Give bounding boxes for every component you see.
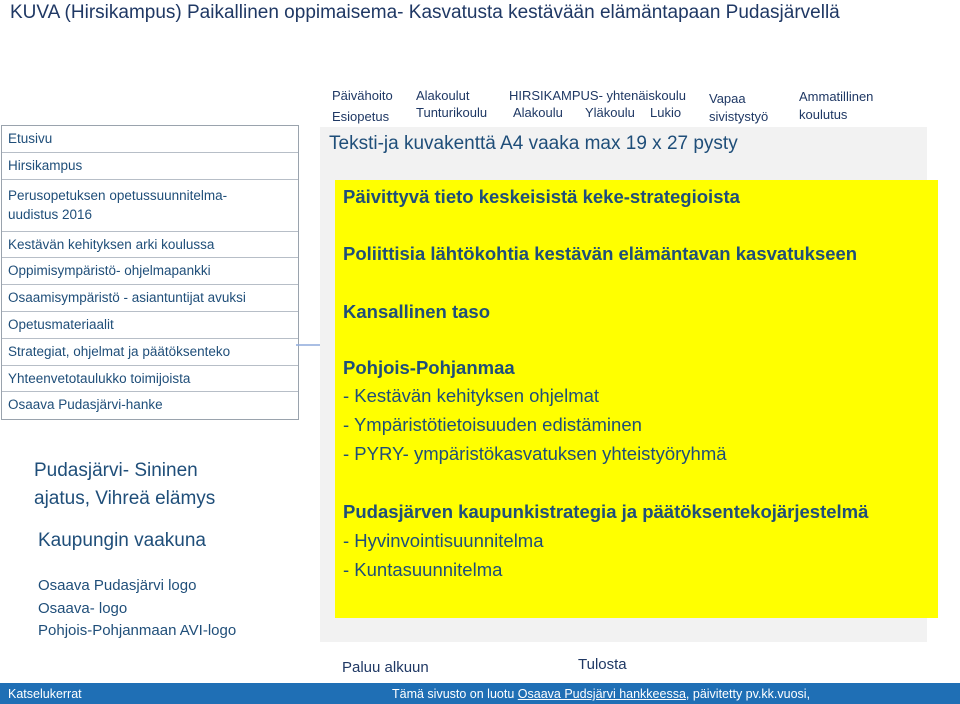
- content-line: Pudasjärven kaupunkistrategia ja päätöksentekojärjestelmä: [343, 501, 869, 522]
- project-link[interactable]: Osaava Pudsjärvi hankkeessa: [517, 687, 686, 701]
- nav-vapaa[interactable]: Vapaa: [709, 91, 746, 106]
- content-line: Poliittisia lähtökohtia kestävän elämäntavan kasvatukseen: [343, 243, 858, 264]
- coat-of-arms-placeholder: Kaupungin vaakuna: [38, 530, 206, 551]
- content-line: - Ympäristötietoisuuden edistäminen: [343, 414, 642, 435]
- sidebar-item-label: Perusopetuksen opetussuunnitelma-: [8, 187, 228, 203]
- nav-ammatillinen[interactable]: Ammatillinen: [799, 89, 874, 104]
- strategy-info-box: [335, 180, 938, 618]
- content-line: Päivittyvä tieto keskeisistä keke-strategioista: [343, 186, 740, 207]
- content-line: - Hyvinvointisuunnitelma: [343, 530, 544, 551]
- sidebar-item-etusivu[interactable]: Etusivu: [2, 126, 298, 153]
- footer-suffix: , päivitetty pv.kk.vuosi,: [685, 687, 811, 701]
- logo-osaava: Osaava- logo: [38, 599, 128, 617]
- logo-placeholders: [38, 575, 236, 643]
- content-line: Pohjois-Pohjanmaa: [343, 357, 515, 378]
- footer-credits: [392, 687, 810, 701]
- sidebar-item-kestava-arki[interactable]: Kestävän kehityksen arki koulussa: [2, 232, 298, 259]
- back-to-top-link[interactable]: Paluu alkuun: [342, 659, 429, 676]
- page-title: KUVA (Hirsikampus) Paikallinen oppimaisema- Kasvatusta kestävään elämäntapaan Pudasjärvellä: [10, 2, 840, 23]
- content-line: Kansallinen taso: [343, 301, 491, 322]
- nav-alakoulu[interactable]: Alakoulu: [513, 105, 563, 120]
- nav-koulutus[interactable]: koulutus: [799, 107, 848, 122]
- content-line: - PYRY- ympäristökasvatuksen yhteistyöryhmä: [343, 443, 727, 464]
- logo-avi: Pohjois-Pohjanmaan AVI-logo: [38, 622, 237, 639]
- sidebar-item-oppimisymparisto[interactable]: Oppimisympäristö- ohjelmapankki: [2, 258, 298, 285]
- nav-ylakoulu[interactable]: Yläkoulu: [585, 105, 635, 120]
- nav-hirsikampus[interactable]: HIRSIKAMPUS- yhtenäiskoulu: [509, 88, 687, 103]
- nav-alakoulut[interactable]: Alakoulut: [416, 88, 470, 103]
- view-counter: Katselukerrat: [8, 687, 82, 701]
- slogan-line-1: Pudasjärvi- Sininen: [34, 460, 198, 481]
- nav-esiopetus[interactable]: Esiopetus: [332, 109, 390, 124]
- sidebar-item-osaava-hanke[interactable]: Osaava Pudasjärvi-hanke: [8, 397, 163, 413]
- logo-osaava-pudasjarvi: Osaava Pudasjärvi logo: [38, 577, 197, 594]
- content-line: - Kestävän kehityksen ohjelmat: [343, 385, 600, 406]
- sidebar-item-hirsikampus[interactable]: Hirsikampus: [2, 153, 298, 180]
- sidebar-item-opetusmateriaalit[interactable]: Opetusmateriaalit: [2, 312, 298, 339]
- content-heading: Teksti-ja kuvakenttä A4 vaaka max 19 x 27 pysty: [329, 133, 738, 154]
- content-line: - Kuntasuunnitelma: [343, 559, 503, 580]
- sidebar-menu: [1, 125, 299, 420]
- sidebar-item-strategiat[interactable]: Strategiat, ohjelmat ja päätöksenteko: [2, 339, 298, 366]
- nav-sivistystyo[interactable]: sivistystyö: [709, 109, 769, 124]
- slogan-line-2: ajatus, Vihreä elämys: [34, 488, 216, 509]
- nav-paivahoito[interactable]: Päivähoito: [332, 88, 393, 103]
- print-link[interactable]: Tulosta: [578, 656, 627, 673]
- nav-lukio[interactable]: Lukio: [650, 105, 682, 120]
- sidebar-item-label: uudistus 2016: [8, 206, 93, 222]
- sidebar-item-yhteenveto[interactable]: Yhteenvetotaulukko toimijoista: [2, 366, 298, 393]
- sidebar-item-perusopetus[interactable]: [2, 180, 298, 232]
- footer-prefix: Tämä sivusto on luotu: [392, 687, 518, 701]
- nav-tunturikoulu[interactable]: Tunturikoulu: [416, 105, 488, 120]
- sidebar-item-osaamisymparisto[interactable]: Osaamisympäristö - asiantuntijat avuksi: [2, 285, 298, 312]
